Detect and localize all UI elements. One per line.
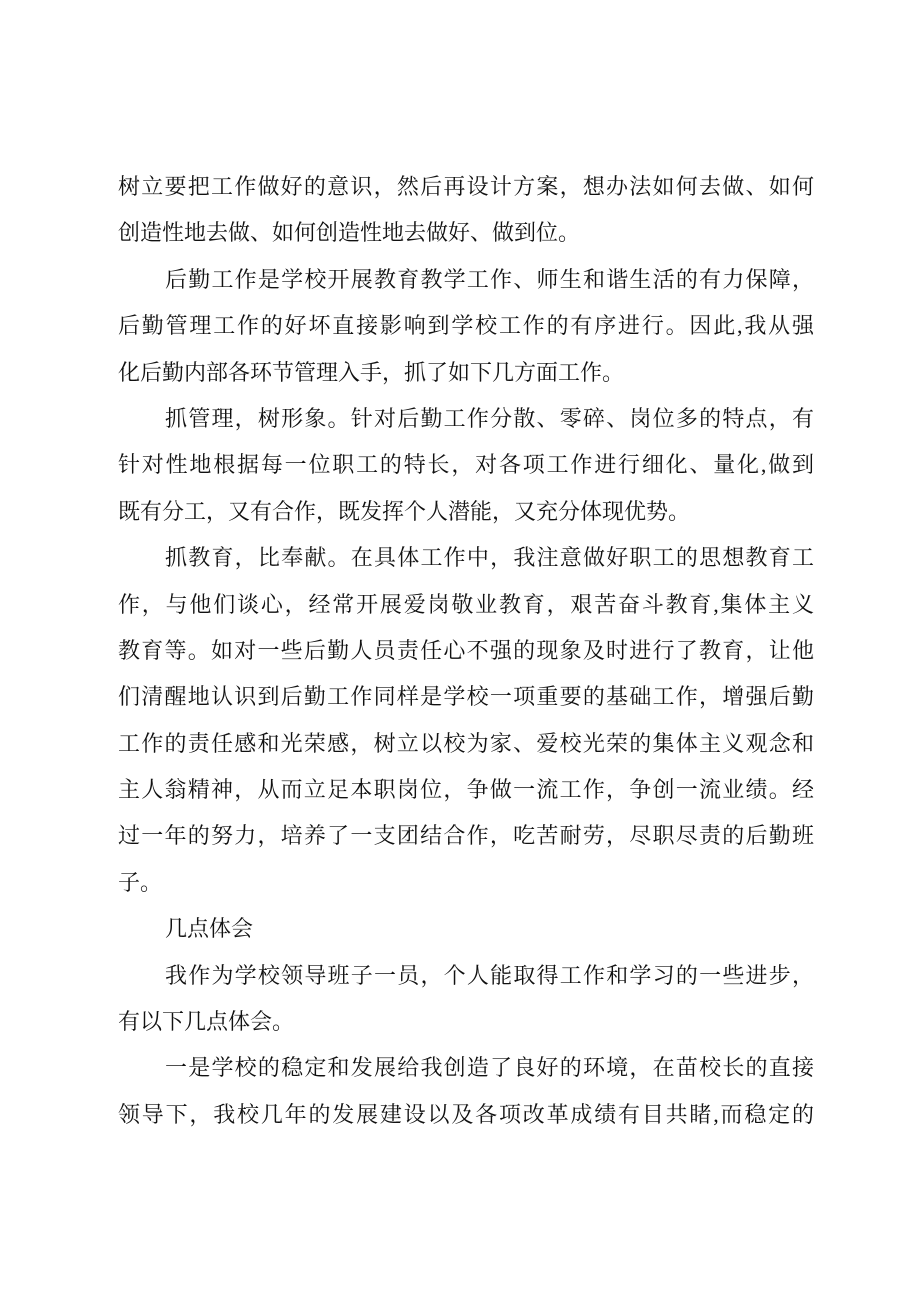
text-line: 们清醒地认识到后勤工作同样是学校一项重要的基础工作，增强后勤 <box>118 684 814 710</box>
paragraph-management <box>118 396 814 535</box>
text-line: 后勤管理工作的好坏直接影响到学校工作的有序进行。因此,我从强 <box>118 313 814 339</box>
paragraph-intro-reflections <box>118 953 814 1046</box>
text-line: 既有分工，又有合作，既发挥个人潜能，又充分体现优势。 <box>118 498 691 524</box>
paragraph-continued <box>118 164 814 257</box>
text-line: 树立要把工作做好的意识，然后再设计方案，想办法如何去做、如何 <box>118 174 814 199</box>
text-line: 主人翁精神，从而立足本职岗位，争做一流工作，争创一流业绩。经 <box>118 777 814 803</box>
text-line: 教育等。如对一些后勤人员责任心不强的现象及时进行了教育，让他 <box>118 637 814 663</box>
text-line: 抓管理，树形象。针对后勤工作分散、零碎、岗位多的特点，有 <box>165 405 814 431</box>
text-line: 过一年的努力，培养了一支团结合作，吃苦耐劳，尽职尽责的后勤班 <box>118 823 814 849</box>
text-line: 我作为学校领导班子一员，个人能取得工作和学习的一些进步， <box>165 962 814 988</box>
text-line: 一是学校的稳定和发展给我创造了良好的环境，在苗校长的直接 <box>165 1055 814 1081</box>
heading-text: 几点体会 <box>165 916 254 942</box>
text-line: 抓教育，比奉献。在具体工作中，我注意做好职工的思想教育工 <box>165 545 814 571</box>
text-line: 化后勤内部各环节管理入手，抓了如下几方面工作。 <box>118 359 625 385</box>
paragraph-first-reflection <box>118 1045 814 1138</box>
text-line: 工作的责任感和光荣感，树立以校为家、爱校光荣的集体主义观念和 <box>118 730 814 756</box>
section-heading <box>118 906 814 952</box>
text-line: 针对性地根据每一位职工的特长，对各项工作进行细化、量化,做到 <box>118 452 814 478</box>
text-line: 作，与他们谈心，经常开展爱岗敬业教育，艰苦奋斗教育,集体主义 <box>118 591 814 617</box>
paragraph-logistics-role <box>118 257 814 396</box>
text-line: 领导下，我校几年的发展建设以及各项改革成绩有目共睹,而稳定的 <box>118 1101 814 1127</box>
text-line: 后勤工作是学校开展教育教学工作、师生和谐生活的有力保障， <box>165 266 814 292</box>
paragraph-education <box>118 535 814 906</box>
text-line: 创造性地去做、如何创造性地去做好、做到位。 <box>118 220 581 246</box>
text-line: 子。 <box>118 869 163 895</box>
text-line: 有以下几点体会。 <box>118 1009 295 1035</box>
document-body <box>118 164 814 1138</box>
